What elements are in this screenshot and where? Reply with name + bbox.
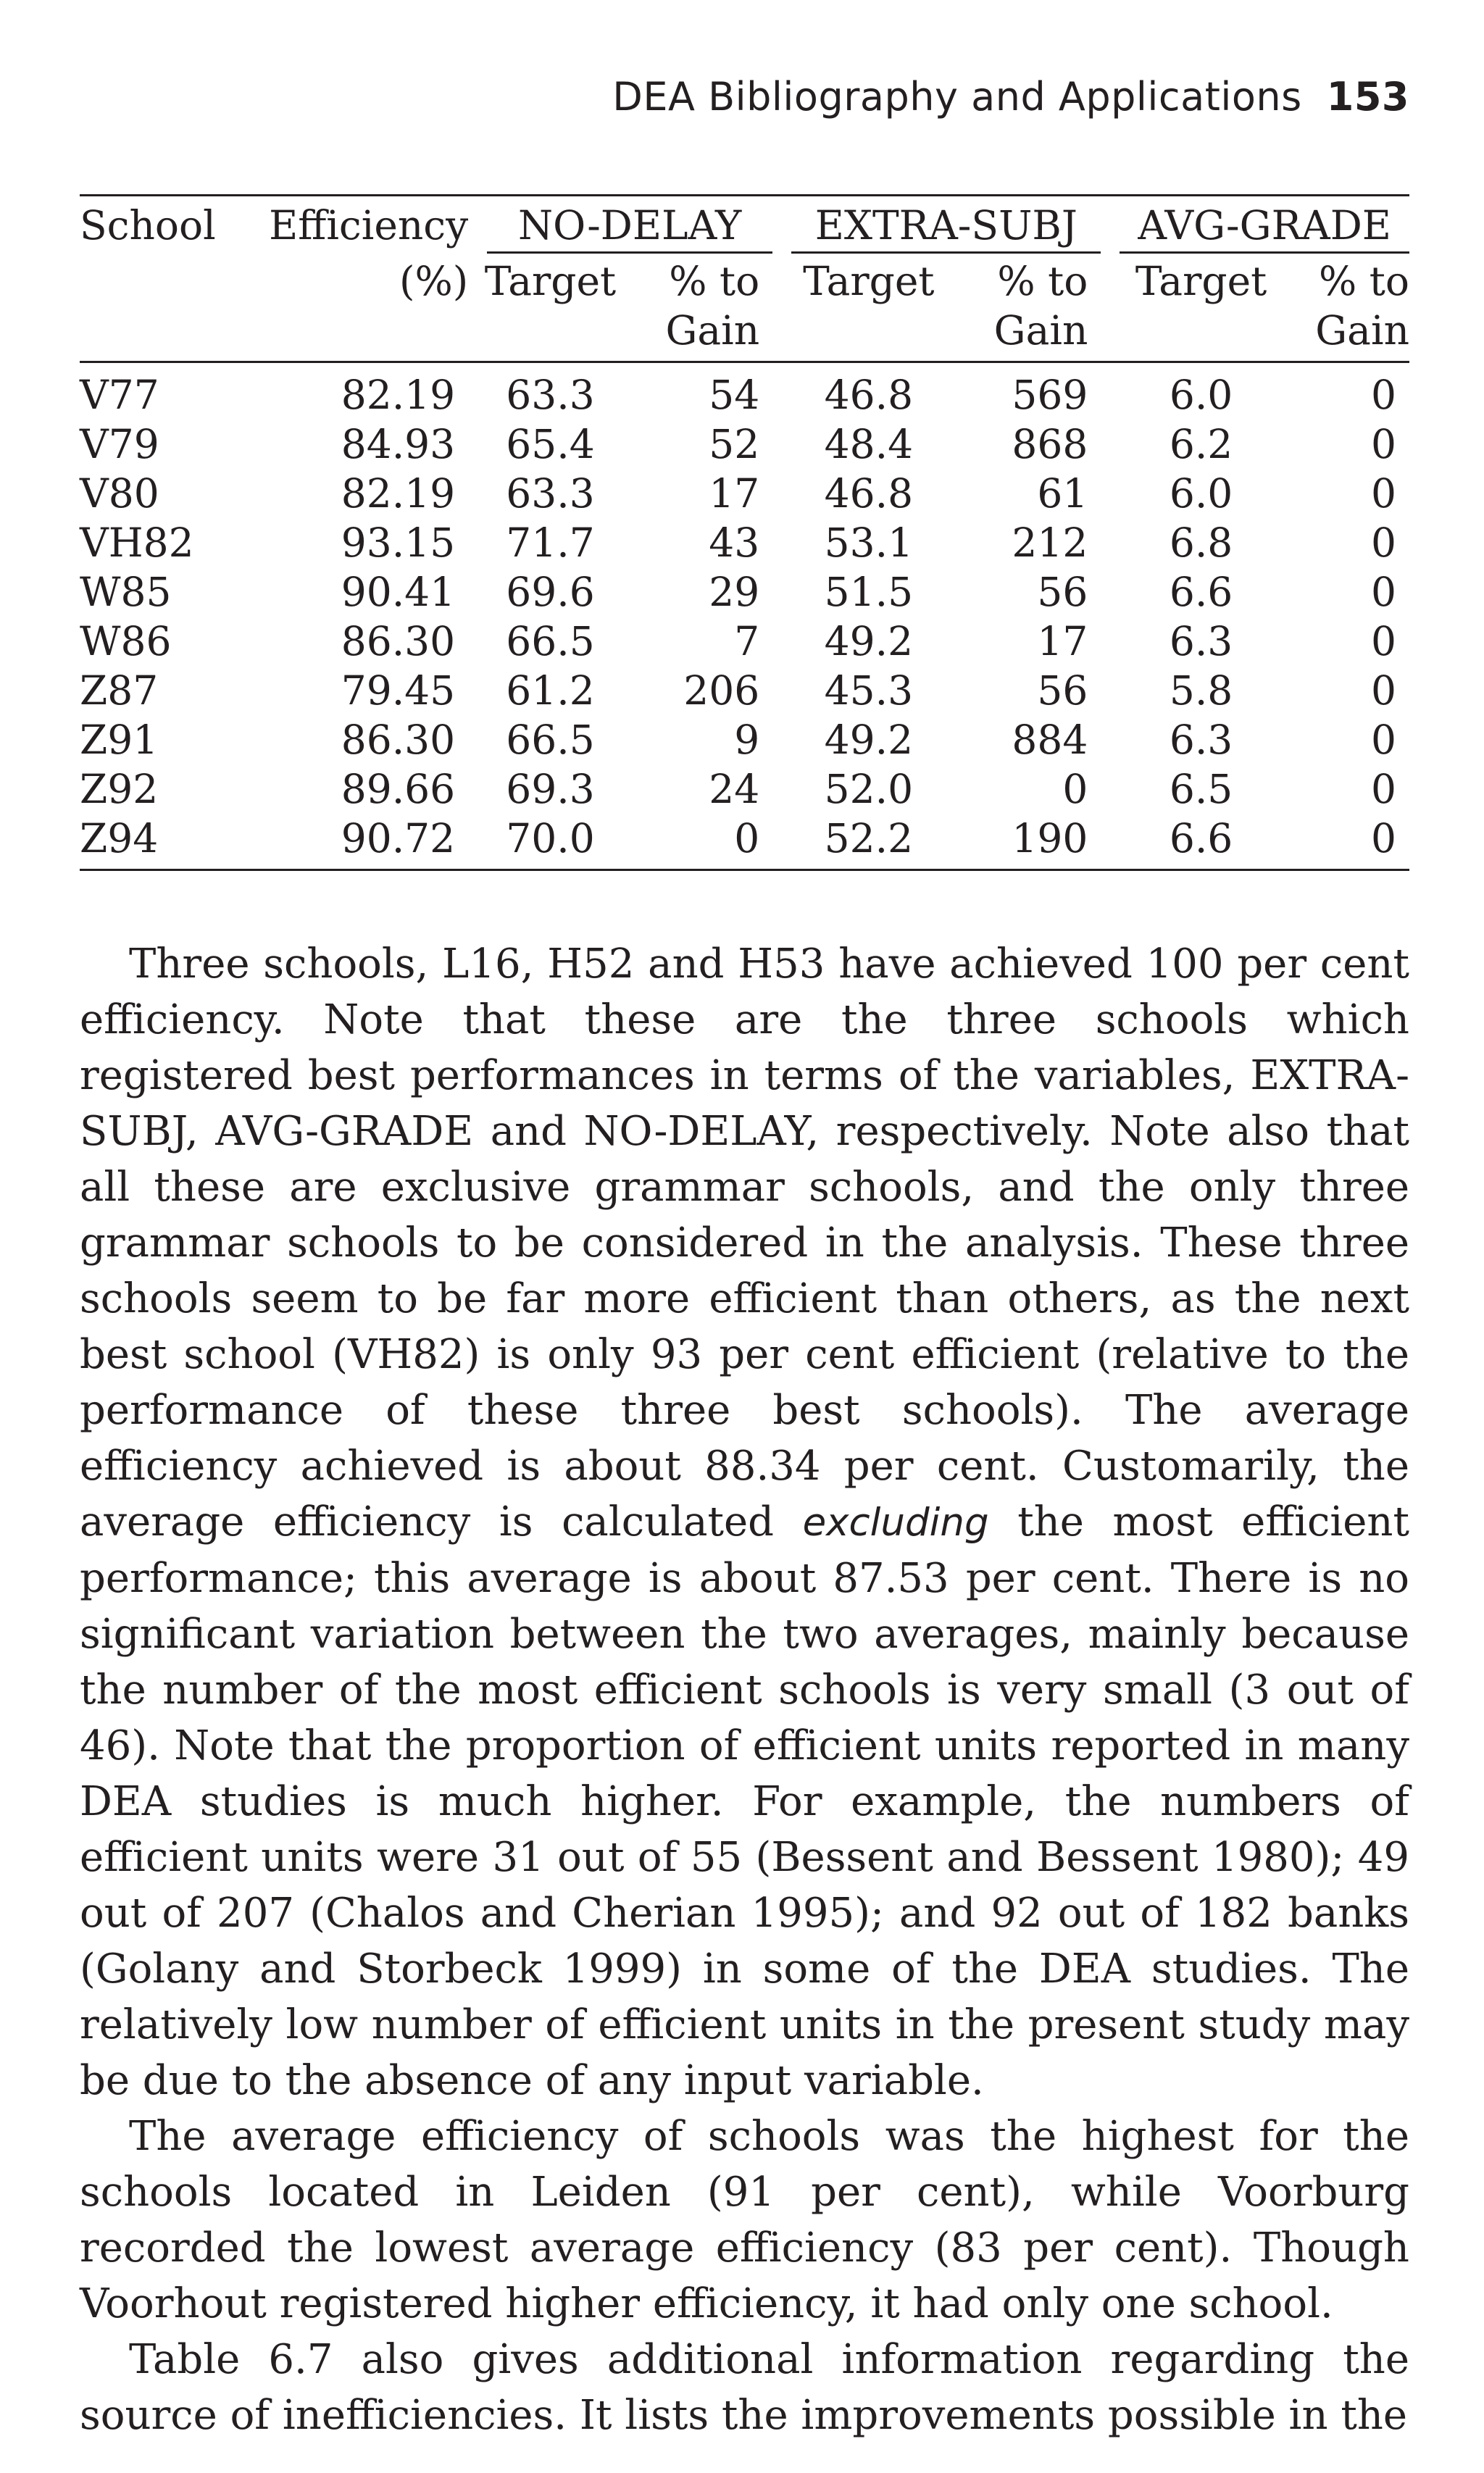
cell-extra-subj-gain: 0	[1062, 766, 1088, 812]
cell-school: Z91	[80, 717, 159, 763]
cell-school: W85	[80, 569, 172, 615]
header-extra-subj-gain-line1: % to	[997, 258, 1088, 304]
cell-avg-grade-target: 6.0	[1169, 372, 1233, 418]
header-group-no-delay	[468, 196, 772, 252]
cell-extra-subj-target: 45.3	[824, 667, 914, 714]
cell-extra-subj-target: 48.4	[824, 421, 914, 467]
cell-efficiency: 82.19	[341, 470, 456, 517]
efficiency-table-container	[80, 194, 1409, 871]
cell-extra-subj-target: 49.2	[824, 618, 914, 664]
efficiency-table	[80, 194, 1409, 871]
cell-avg-grade-target: 6.6	[1169, 569, 1233, 615]
cell-extra-subj-gain: 868	[1012, 421, 1088, 467]
header-no-delay-gain-line1: % to	[669, 258, 760, 304]
cell-school: V79	[80, 421, 159, 467]
cell-avg-grade-gain: 0	[1371, 520, 1396, 566]
cell-extra-subj-gain: 212	[1012, 520, 1088, 566]
table-row	[80, 469, 1409, 518]
header-group-extra-subj	[772, 196, 1101, 252]
cell-avg-grade-target: 6.5	[1169, 766, 1233, 812]
table-row	[80, 362, 1409, 420]
cell-avg-grade-target: 5.8	[1169, 667, 1233, 714]
cell-no-delay-gain: 9	[734, 717, 760, 763]
cell-efficiency: 93.15	[341, 520, 456, 566]
cell-avg-grade-gain: 0	[1371, 421, 1396, 467]
cell-no-delay-target: 61.2	[506, 667, 595, 714]
cell-avg-grade-target: 6.6	[1169, 815, 1233, 862]
cell-extra-subj-target: 52.0	[824, 766, 914, 812]
cell-school: VH82	[80, 520, 194, 566]
cell-no-delay-gain: 7	[734, 618, 760, 664]
page-number: 153	[1326, 74, 1409, 120]
cell-school: Z94	[80, 815, 159, 862]
cell-extra-subj-target: 49.2	[824, 717, 914, 763]
header-school: School	[80, 202, 216, 249]
cell-no-delay-gain: 17	[709, 470, 760, 517]
header-efficiency-unit: (%)	[248, 254, 468, 362]
header-no-delay-gain-line2: Gain	[665, 307, 760, 354]
cell-no-delay-gain: 24	[709, 766, 760, 812]
table-row	[80, 518, 1409, 567]
cell-extra-subj-gain: 17	[1037, 618, 1088, 664]
body-text	[80, 936, 1409, 2443]
cell-no-delay-gain: 206	[683, 667, 760, 714]
cell-efficiency: 82.19	[341, 372, 456, 418]
cell-school: W86	[80, 618, 172, 664]
table-row	[80, 617, 1409, 666]
cell-avg-grade-target: 6.2	[1169, 421, 1233, 467]
cell-extra-subj-gain: 61	[1037, 470, 1088, 517]
cell-extra-subj-target: 51.5	[824, 569, 914, 615]
cell-no-delay-gain: 0	[734, 815, 760, 862]
header-group-avg-grade	[1101, 196, 1409, 252]
emphasis-excluding: excluding	[802, 1501, 989, 1545]
cell-school: V77	[80, 372, 159, 418]
header-group-extra-subj-label: EXTRA-SUBJ	[814, 202, 1077, 249]
header-avg-grade-target: Target	[1101, 254, 1301, 362]
cell-school: V80	[80, 470, 159, 517]
cell-no-delay-target: 70.0	[506, 815, 595, 862]
cell-avg-grade-gain: 0	[1371, 815, 1396, 862]
paragraph-efficiency-summary	[80, 936, 1409, 2109]
cell-avg-grade-gain: 0	[1371, 372, 1396, 418]
header-efficiency: Efficiency	[269, 202, 469, 249]
cell-school: Z87	[80, 667, 159, 714]
table-row	[80, 666, 1409, 715]
paragraph-inefficiency-sources: Table 6.7 also gives additional information regarding the source of inefficiencies. It lists the improvements possible in the	[80, 2336, 1409, 2439]
cell-avg-grade-target: 6.3	[1169, 618, 1233, 664]
cell-no-delay-target: 69.3	[506, 766, 595, 812]
cell-efficiency: 79.45	[341, 667, 456, 714]
paragraph-1-part-2: the most efficient performance; this average is about 87.53 per cent. There is no significant variation between the two averages, mainly because the number of the most efficient schools is very small (3 out of 46). Note that the proportion of efficient units reported in many DEA studies is much higher. For example, the numbers of efficient units were 31 out of 55 (Bessent and Bessent 1980); 49 out of 207 (Chalos and Cherian 1995); and 92 out of 182 banks (Golany and Storbeck 1999) in some of the DEA studies. The relatively low number of efficient units in the present study may be due to the absence of any input variable.	[80, 1498, 1409, 2104]
paragraph-1-part-1: Three schools, L16, H52 and H53 have achieved 100 per cent efficiency. Note that these are the three schools which registered best performances in terms of the variables, EXTRA-SUBJ, AVG-GRADE and NO-DELAY, respectively. Note also that all these are exclusive grammar schools, and the only three grammar schools to be considered in the analysis. These three schools seem to be far more efficient than others, as the next best school (VH82) is only 93 per cent efficient (relative to the performance of these three best schools). The average efficiency achieved is about 88.34 per cent. Customarily, the average efficiency is calculated	[80, 941, 1409, 1546]
cell-extra-subj-target: 46.8	[824, 372, 914, 418]
cell-efficiency: 86.30	[341, 717, 456, 763]
cell-efficiency: 86.30	[341, 618, 456, 664]
cell-efficiency: 90.72	[341, 815, 456, 862]
cell-efficiency: 89.66	[341, 766, 456, 812]
header-avg-grade-gain-line2: Gain	[1315, 307, 1409, 354]
cell-avg-grade-gain: 0	[1371, 717, 1396, 763]
cell-no-delay-gain: 52	[709, 421, 760, 467]
table-row	[80, 567, 1409, 617]
cell-avg-grade-gain: 0	[1371, 569, 1396, 615]
table-body	[80, 362, 1409, 870]
header-no-delay-gain	[633, 254, 772, 362]
table-row	[80, 814, 1409, 870]
table-row	[80, 420, 1409, 469]
cell-no-delay-target: 66.5	[506, 618, 595, 664]
cell-extra-subj-target: 46.8	[824, 470, 914, 517]
cell-extra-subj-gain: 56	[1037, 667, 1088, 714]
header-group-avg-grade-label: AVG-GRADE	[1138, 202, 1391, 249]
cell-avg-grade-target: 6.3	[1169, 717, 1233, 763]
cell-extra-subj-gain: 56	[1037, 569, 1088, 615]
cell-extra-subj-target: 52.2	[824, 815, 914, 862]
cell-extra-subj-gain: 190	[1012, 815, 1088, 862]
cell-avg-grade-target: 6.0	[1169, 470, 1233, 517]
cell-no-delay-target: 69.6	[506, 569, 595, 615]
cell-no-delay-gain: 54	[709, 372, 760, 418]
cell-no-delay-target: 63.3	[506, 372, 595, 418]
header-avg-grade-gain-line1: % to	[1319, 258, 1409, 304]
cell-avg-grade-gain: 0	[1371, 667, 1396, 714]
header-no-delay-target: Target	[468, 254, 633, 362]
cell-extra-subj-gain: 884	[1012, 717, 1088, 763]
header-extra-subj-target: Target	[772, 254, 964, 362]
cell-no-delay-gain: 43	[709, 520, 760, 566]
cell-efficiency: 84.93	[341, 421, 456, 467]
cell-no-delay-target: 63.3	[506, 470, 595, 517]
header-avg-grade-gain	[1301, 254, 1409, 362]
running-head-title: DEA Bibliography and Applications	[612, 74, 1302, 120]
cell-avg-grade-gain: 0	[1371, 618, 1396, 664]
cell-no-delay-target: 71.7	[506, 520, 595, 566]
header-extra-subj-gain-line2: Gain	[993, 307, 1088, 354]
header-extra-subj-gain	[964, 254, 1101, 362]
cell-no-delay-target: 65.4	[506, 421, 595, 467]
cell-extra-subj-gain: 569	[1012, 372, 1088, 418]
running-head	[612, 74, 1409, 120]
cell-efficiency: 90.41	[341, 569, 456, 615]
cell-avg-grade-gain: 0	[1371, 470, 1396, 517]
cell-no-delay-gain: 29	[709, 569, 760, 615]
paragraph-regional-efficiency: The average efficiency of schools was the highest for the schools located in Leiden (91 per cent), while Voorburg recorded the lowest average efficiency (83 per cent). Though Voorhout registered higher efficiency, it had only one school.	[80, 2113, 1409, 2327]
cell-extra-subj-target: 53.1	[824, 520, 914, 566]
header-group-no-delay-label: NO-DELAY	[517, 202, 742, 249]
cell-no-delay-target: 66.5	[506, 717, 595, 763]
table-row	[80, 715, 1409, 764]
cell-avg-grade-target: 6.8	[1169, 520, 1233, 566]
table-row	[80, 764, 1409, 814]
cell-avg-grade-gain: 0	[1371, 766, 1396, 812]
cell-school: Z92	[80, 766, 159, 812]
